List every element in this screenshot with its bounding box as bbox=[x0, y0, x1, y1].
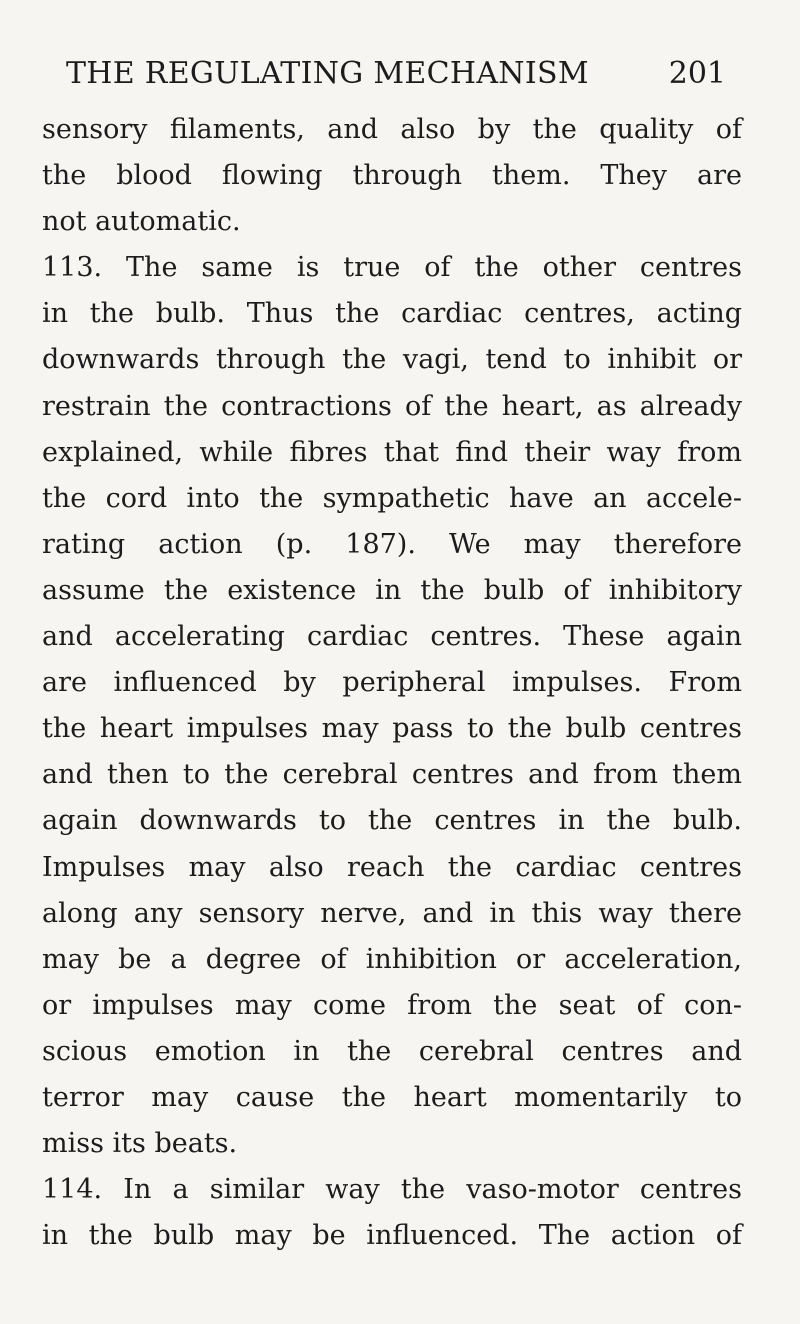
text-line: explained, while fibres that find their way from bbox=[42, 436, 742, 468]
text-line: assume the existence in the bulb of inhibitory bbox=[42, 574, 742, 606]
text-line: are influenced by peripheral impulses. From bbox=[42, 667, 742, 699]
text-line: again downwards to the centres in the bulb. bbox=[42, 805, 742, 837]
text-line: and then to the cerebral centres and from them bbox=[42, 759, 742, 791]
text-line: in the bulb may be influenced. The action of bbox=[42, 1220, 742, 1252]
text-line: downwards through the vagi, tend to inhibit or bbox=[42, 344, 742, 376]
running-head bbox=[66, 56, 726, 96]
text-line: Impulses may also reach the cardiac centres bbox=[42, 851, 742, 883]
text-line: the cord into the sympathetic have an accele- bbox=[42, 482, 742, 514]
text-line: in the bulb. Thus the cardiac centres, acting bbox=[42, 298, 742, 330]
text-line: may be a degree of inhibition or acceleration, bbox=[42, 943, 742, 975]
text-line: the blood flowing through them. They are bbox=[42, 160, 742, 192]
text-line: scious emotion in the cerebral centres and bbox=[42, 1035, 742, 1067]
body-text bbox=[42, 107, 742, 1259]
text-line: sensory filaments, and also by the quality of bbox=[42, 114, 742, 145]
text-line: terror may cause the heart momentarily to bbox=[42, 1081, 742, 1113]
text-line: along any sensory nerve, and in this way there bbox=[42, 897, 742, 929]
text-line: the heart impulses may pass to the bulb centres bbox=[42, 713, 742, 745]
text-line: rating action (p. 187). We may therefore bbox=[42, 528, 742, 560]
text-line: restrain the contractions of the heart, as already bbox=[42, 390, 742, 422]
text-line: or impulses may come from the seat of con- bbox=[42, 989, 742, 1021]
text-line: not automatic. bbox=[42, 206, 241, 238]
text-line: 114. In a similar way the vaso-motor centres bbox=[42, 1174, 742, 1206]
text-line: 113. The same is true of the other centres bbox=[42, 252, 742, 284]
running-title: THE REGULATING MECHANISM bbox=[66, 56, 589, 91]
page-number: 201 bbox=[668, 56, 726, 91]
text-line: and accelerating cardiac centres. These again bbox=[42, 621, 742, 653]
text-line: miss its beats. bbox=[42, 1128, 238, 1160]
